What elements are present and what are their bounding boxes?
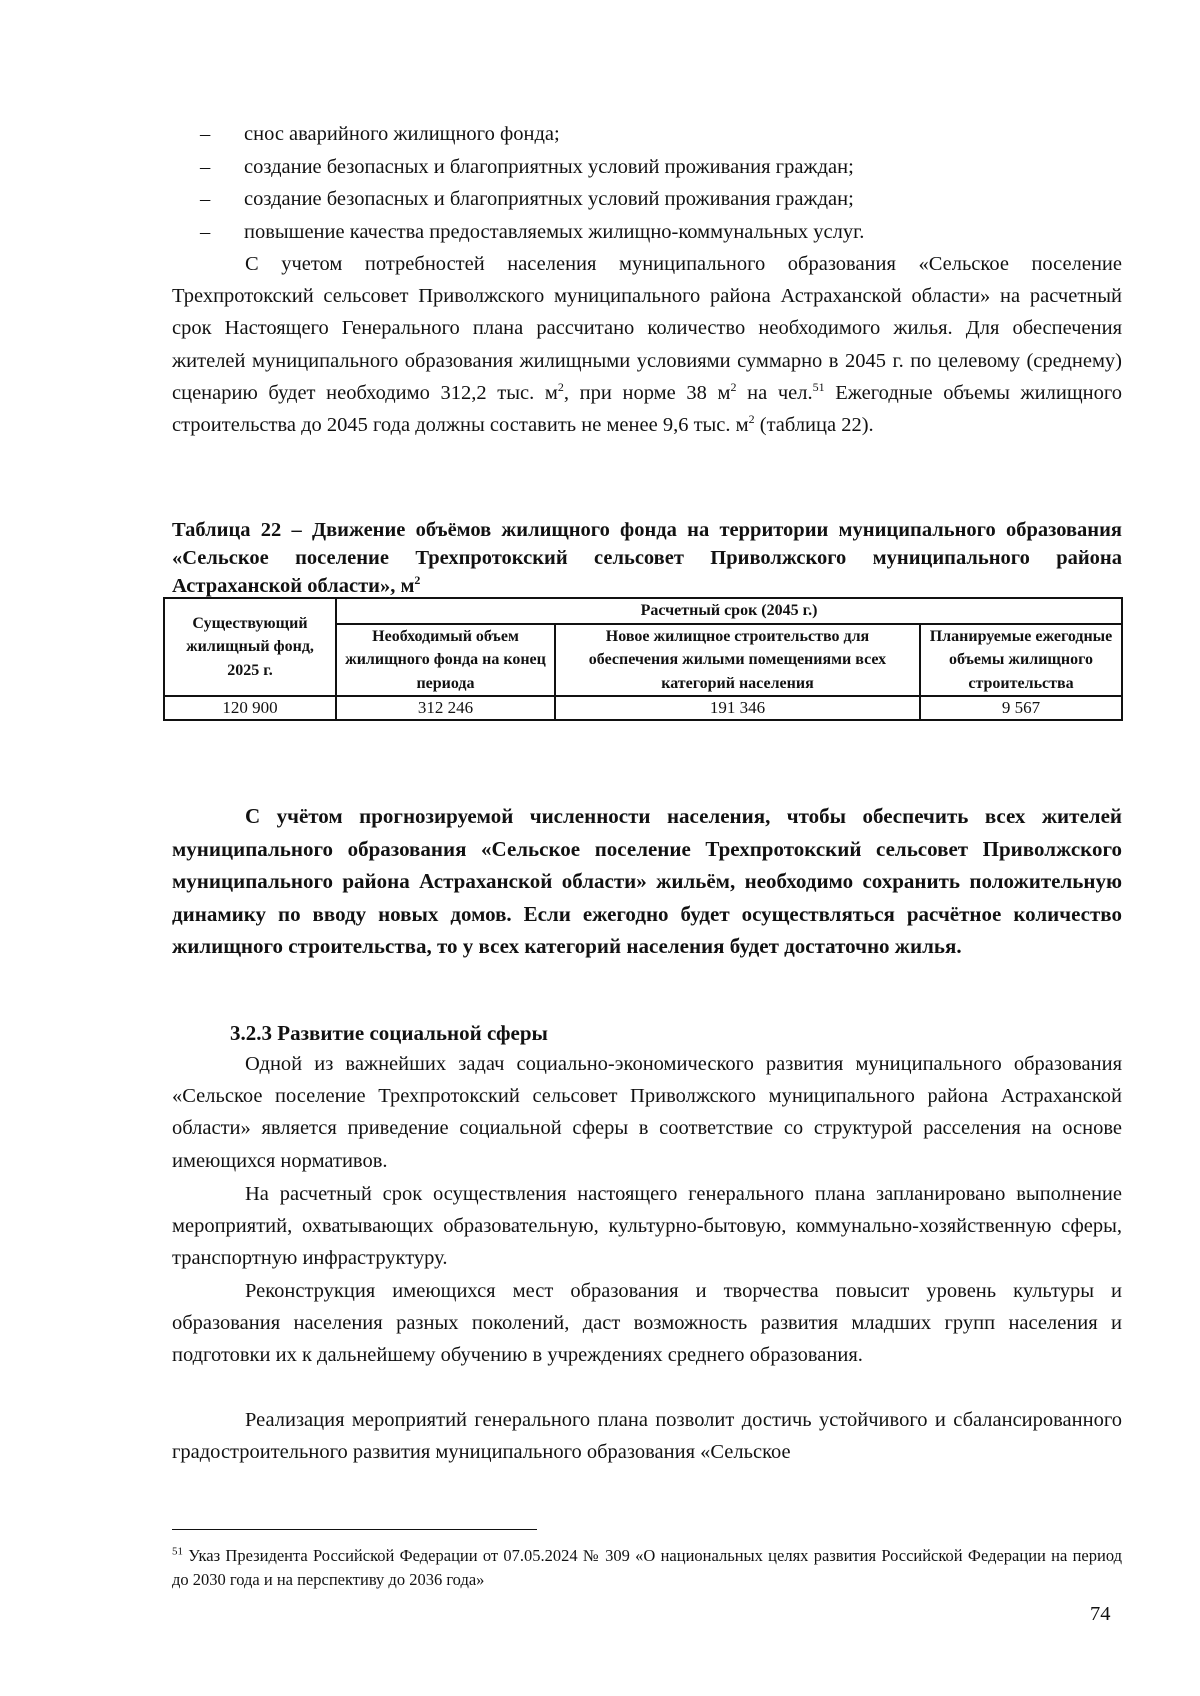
table-cell: 9 567 — [920, 696, 1122, 720]
table-cell: 191 346 — [555, 696, 920, 720]
text-run: (таблица 22). — [754, 414, 874, 437]
footnote-marker: 51 — [172, 1545, 183, 1558]
table-caption — [172, 516, 1122, 600]
table-row — [164, 696, 1122, 720]
section-paragraph: На расчетный срок осуществления настоящего генерального плана запланировано выполнение мероприятий, охватывающих образовательную, культурно-бытовую, коммунально-хозяйственную сферы, транспортную инфраструктуру. — [172, 1183, 1122, 1270]
header-annual-construction: Планируемые ежегодные объемы жилищного строительства — [920, 624, 1122, 697]
text-run: С учетом потребностей населения муниципального образования «Сельское поселение Трехпротокский сельсовет Приволжского муниципального района Астраханской области» на расчетный срок Настоящего Генерального плана рассчитано количество необходимого жилья. Для обеспечения жителей муниципального образования жилищными условиями суммарно в 2045 г. по целевому (среднему) сценарию будет необходимо 312,2 тыс. м — [172, 253, 1122, 404]
table-header-row — [164, 598, 1122, 624]
text-run: на чел. — [736, 381, 813, 404]
superscript: 2 — [730, 379, 737, 394]
housing-demand-paragraph — [172, 248, 1122, 441]
footnote-text: Указ Президента Российской Федерации от 07.05.2024 № 309 «О национальных целях развития Российской Федерации на период до 2030 года и на перспективу до 2036 года» — [172, 1546, 1122, 1589]
footnote — [172, 1544, 1122, 1592]
caption-text: Таблица 22 – Движение объёмов жилищного фонда на территории муниципального образования «Сельское поселение Трехпротокский сельсовет Приволжского муниципального района Астраханской области», м — [172, 519, 1122, 597]
bullet-text: создание безопасных и благоприятных условий проживания граждан; — [244, 155, 854, 178]
bullet-text: создание безопасных и благоприятных условий проживания граждан; — [244, 188, 854, 210]
superscript: 2 — [748, 412, 755, 427]
dash-marker: – — [200, 123, 211, 145]
superscript: 2 — [557, 379, 564, 394]
section-paragraph: Реконструкция имеющихся мест образования и творчества повысит уровень культуры и образования населения разных поколений, даст возможность развития младших групп населения и подготовки их к дальнейшему обучению в учреждениях среднего образования. — [172, 1280, 1122, 1367]
text-run: Ежегодные объемы жилищного строительства до 2045 года должны составить не менее 9,6 тыс. м — [172, 381, 1122, 437]
bullet-item — [172, 151, 1122, 184]
header-projection-period: Расчетный срок (2045 г.) — [336, 598, 1122, 624]
dash-marker: – — [200, 220, 211, 243]
section-paragraph: Одной из важнейших задач социально-экономического развития муниципального образования «Сельское поселение Трехпротокский сельсовет Приволжского муниципального района Астраханской области» является приведение социальной сферы в соответствие со структурой расселения на основе имеющихся нормативов. — [172, 1053, 1122, 1172]
bullet-item — [172, 216, 1122, 249]
section-paragraph: Реализация мероприятий генерального плана позволит достичь устойчивого и сбалансированного градостроительного развития муниципального образования «Сельское — [172, 1409, 1122, 1464]
text-run: , при норме 38 м — [563, 381, 731, 404]
header-existing-stock: Существующий жилищный фонд, 2025 г. — [164, 598, 336, 696]
table-cell: 120 900 — [164, 696, 336, 720]
dash-marker: – — [200, 188, 211, 210]
bullet-text: повышение качества предоставляемых жилищно-коммунальных услуг. — [244, 220, 865, 243]
bold-conclusion-paragraph: С учётом прогнозируемой численности населения, чтобы обеспечить всех жителей муниципального образования «Сельское поселение Трехпротокский сельсовет Приволжского муниципального района Астраханской области» жильём, необходимо сохранить положительную динамику по вводу новых домов. Если ежегодно будет осуществляться расчётное количество жилищного строительства, то у всех категорий населения будет достаточно жилья. — [172, 804, 1122, 958]
housing-stock-table — [163, 597, 1123, 721]
page-number: 74 — [1090, 1603, 1111, 1625]
header-required-volume: Необходимый объем жилищного фонда на конец периода — [336, 624, 555, 697]
bullet-text: снос аварийного жилищного фонда; — [244, 123, 560, 145]
dash-marker: – — [200, 155, 211, 178]
bullet-item — [172, 118, 1122, 151]
superscript: 2 — [414, 573, 421, 588]
footnote-reference[interactable]: 51 — [812, 379, 825, 394]
footnote-separator — [172, 1529, 537, 1530]
header-new-construction: Новое жилищное строительство для обеспечения жилыми помещениями всех категорий населения — [555, 624, 920, 697]
table-cell: 312 246 — [336, 696, 555, 720]
section-heading: 3.2.3 Развитие социальной сферы — [230, 1021, 548, 1045]
bullet-item — [172, 183, 1122, 216]
bullet-list — [172, 118, 1122, 248]
